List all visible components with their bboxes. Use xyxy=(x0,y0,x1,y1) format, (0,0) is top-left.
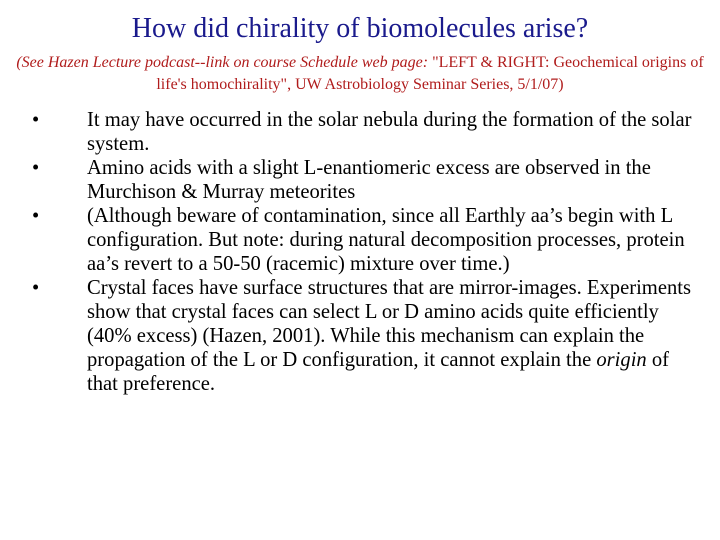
bullet-text-part: of that preference. xyxy=(87,349,670,395)
bullet-text-emphasis: origin xyxy=(596,349,647,371)
bullet-icon: • xyxy=(32,277,40,299)
bullet-text: Amino acids with a slight L-enantiomeric excess are observed in the Murchison & Murray meteorites xyxy=(87,157,651,203)
subtitle-italic-text: See Hazen Lecture podcast--link on course Schedule web page: xyxy=(21,54,429,71)
bullet-item-1 xyxy=(32,108,700,156)
subtitle-citation-text: "LEFT & RIGHT: Geochemical origins of life's homochirality", UW Astrobiology Seminar Series, 5/1/07) xyxy=(156,54,704,93)
bullet-text xyxy=(87,277,691,395)
bullet-item-4 xyxy=(32,276,700,396)
bullet-text: It may have occurred in the solar nebula during the formation of the solar system. xyxy=(87,109,692,155)
bullet-item-3 xyxy=(32,204,700,276)
slide-subtitle xyxy=(6,52,714,96)
bullet-list xyxy=(32,108,700,396)
slide-title: How did chirality of biomolecules arise? xyxy=(131,13,589,44)
bullet-icon: • xyxy=(32,205,40,227)
bullet-item-2 xyxy=(32,156,700,204)
bullet-text-part: Crystal faces have surface structures that are mirror-images. Experiments show that crystal faces can select L or D amino acids quite efficiently (40% excess) (Hazen, 2001). While this mechanism can explain the propagation of the L or D configuration, it cannot explain the xyxy=(87,277,691,371)
bullet-icon: • xyxy=(32,157,40,179)
bullet-icon: • xyxy=(32,109,40,131)
bullet-text: (Although beware of contamination, since all Earthly aa’s begin with L configuration. But note: during natural decomposition processes, protein aa’s revert to a 50-50 (racemic) mixture over time.) xyxy=(87,205,685,275)
subtitle-open-paren: ( xyxy=(16,54,22,71)
